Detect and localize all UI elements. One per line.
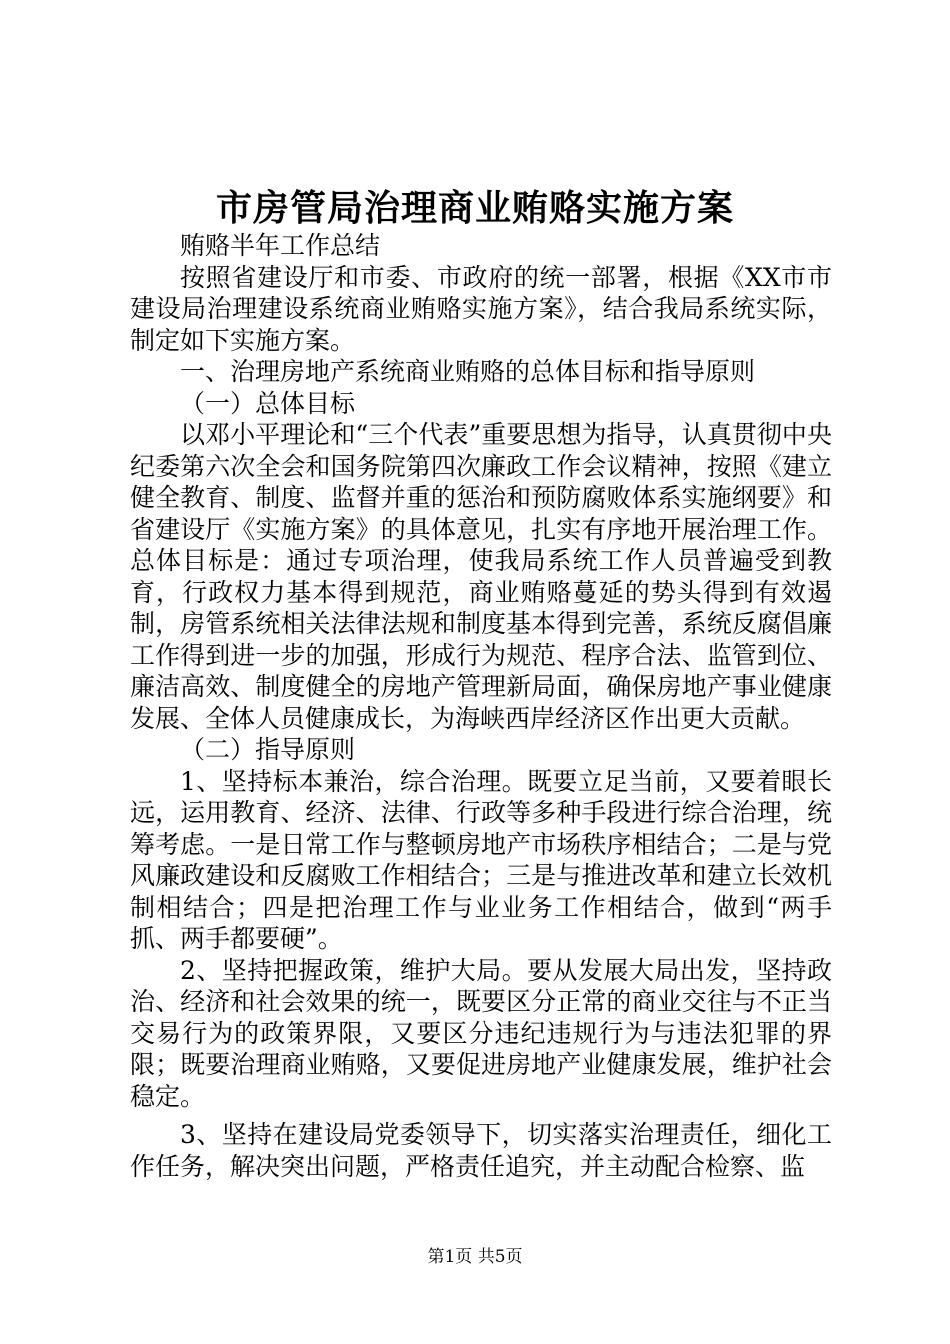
heading-guiding-principles: （二）指导原则 (180, 735, 356, 764)
heading-overall-goal: （一）总体目标 (180, 388, 356, 418)
paragraph-principle-2: 2、坚持把握政策，维护大局。要从发展大局出发，坚持政治、经济和社会效果的统一，既要区分正常的商业交往与不正当交易行为的政策界限，又要区分违纪违规行为与违法犯罪的界限；既要治理商业贿赂，又要促进房地产业健康发展，维护社会稳定。 (130, 955, 832, 1111)
heading-section-1: 一、治理房地产系统商业贿赂的总体目标和指导原则 (180, 357, 756, 386)
page-footer: 第1页 共5页 (427, 1247, 523, 1267)
paragraph-principle-1: 1、坚持标本兼治，综合治理。既要立足当前，又要着眼长远，运用教育、经济、法律、行政等多种手段进行综合治理，统筹考虑。一是日常工作与整顿房地产市场秩序相结合；二是与党风廉政建设和反腐败工作相结合；三是与推进改革和建立长效机制相结合；四是把治理工作与业业务工作相结合，做到“两手抓、两手都要硬”。 (130, 766, 832, 953)
paragraph-subtitle: 贿赂半年工作总结 (180, 231, 381, 260)
document-title: 市房管局治理商业贿赂实施方案 (215, 187, 734, 229)
document-body (130, 230, 832, 1182)
paragraph-overall-goal: 以邓小平理论和“三个代表”重要思想为指导，认真贯彻中央纪委第六次全会和国务院第四次廉政工作会议精神，按照《建立健全教育、制度、监督并重的惩治和预防腐败体系实施纲要》和省建设厅《实施方案》的具体意见，扎实有序地开展治理工作。总体目标是：通过专项治理，使我局系统工作人员普遍受到教育，行政权力基本得到规范，商业贿赂蔓延的势头得到有效遏制，房管系统相关法律法规和制度基本得到完善，系统反腐倡廉工作得到进一步的加强，形成行为规范、程序合法、监管到位、廉洁高效、制度健全的房地产管理新局面，确保房地产事业健康发展、全体人员健康成长，为海峡西岸经济区作出更大贡献。 (130, 420, 832, 733)
paragraph-intro: 按照省建设厅和市委、市政府的统一部署，根据《XX市市建设局治理建设系统商业贿赂实施方案》，结合我局系统实际，制定如下实施方案。 (130, 262, 832, 355)
paragraph-principle-3: 3、坚持在建设局党委领导下，切实落实治理责任，细化工作任务，解决突出问题，严格责任追究，并主动配合检察、监 (130, 1120, 832, 1181)
